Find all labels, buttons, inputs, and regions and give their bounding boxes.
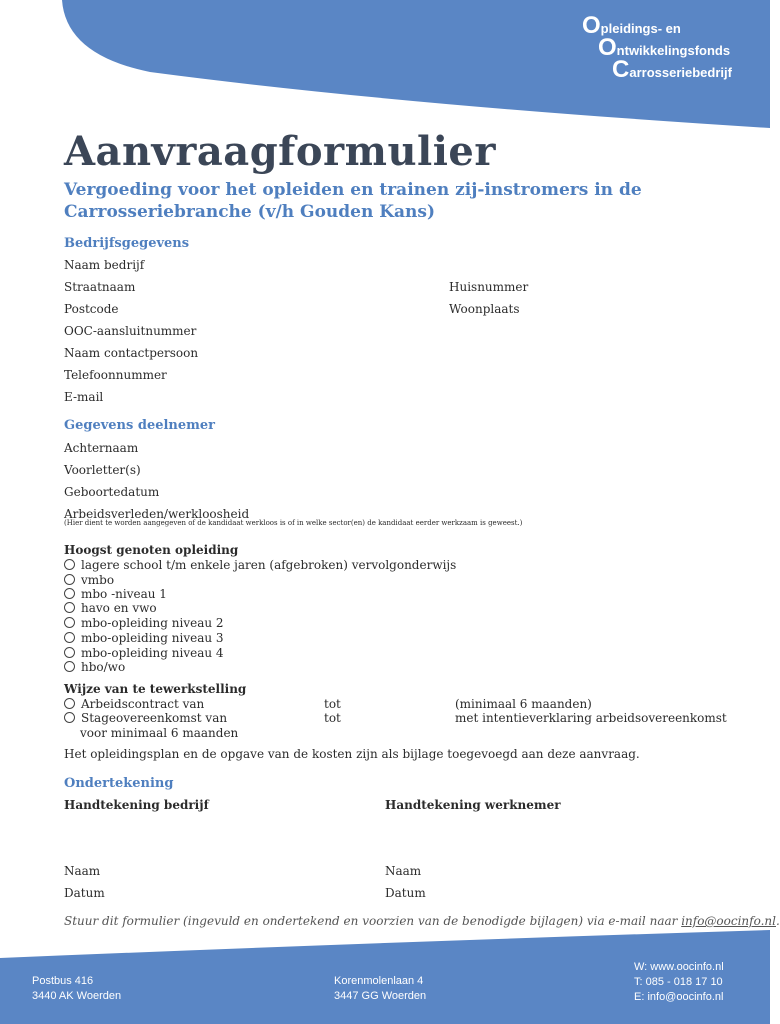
signer-name-left[interactable]: Naam: [64, 864, 101, 878]
dob-field[interactable]: Geboortedatum: [64, 485, 160, 499]
history-field[interactable]: Arbeidsverleden/werkloosheid: [64, 507, 250, 521]
footer-visit-address: Korenmolenlaan 4 3447 GG Woerden: [334, 975, 427, 1002]
education-option[interactable]: lagere school t/m enkele jaren (afgebroken) vervolgonderwijs: [64, 558, 456, 573]
education-option[interactable]: havo en vwo: [64, 601, 157, 616]
footer-phone: T: 085 - 018 17 10: [634, 976, 723, 988]
internship-option[interactable]: Stageovereenkomst van: [64, 711, 227, 726]
company-section-heading: Bedrijfsgegevens: [64, 236, 190, 251]
signing-section-heading: Ondertekening: [64, 776, 174, 791]
logo-line-2: Ontwikkelingsfonds: [598, 34, 731, 61]
radio-icon[interactable]: [64, 698, 75, 709]
radio-icon[interactable]: [64, 661, 75, 672]
employment-heading: Wijze van te tewerkstelling: [64, 682, 247, 696]
internship-tot-label: tot: [324, 711, 341, 725]
contract-tot-label: tot: [324, 697, 341, 711]
radio-icon[interactable]: [64, 632, 75, 643]
city-field[interactable]: Woonplaats: [449, 302, 520, 316]
footer-postal-address: Postbus 416 3440 AK Woerden: [32, 975, 122, 1002]
page-subtitle: Vergoeding voor het opleiden en trainen zij-instromers in de Carrosseriebranche (v/h Gouden Kans): [64, 180, 642, 222]
internship-note: met intentieverklaring arbeidsovereenkomst: [455, 711, 727, 725]
employee-signature-label: Handtekening werknemer: [385, 798, 561, 812]
footer-contact: [634, 960, 724, 1005]
postcode-field[interactable]: Postcode: [64, 302, 119, 316]
radio-icon[interactable]: [64, 588, 75, 599]
education-option[interactable]: vmbo: [64, 573, 114, 588]
company-signature-label: Handtekening bedrijf: [64, 798, 209, 812]
education-option[interactable]: hbo/wo: [64, 660, 125, 675]
radio-icon[interactable]: [64, 712, 75, 723]
contact-person-field[interactable]: Naam contactpersoon: [64, 346, 199, 360]
logo-line-1: Opleidings- en: [582, 12, 681, 39]
radio-icon[interactable]: [64, 559, 75, 570]
page-title: Aanvraagformulier: [64, 128, 496, 175]
footer-email[interactable]: E: info@oocinfo.nl: [634, 991, 724, 1003]
initials-field[interactable]: Voorletter(s): [64, 463, 141, 477]
education-option[interactable]: mbo-opleiding niveau 2: [64, 616, 224, 631]
contract-option[interactable]: Arbeidscontract van: [64, 697, 204, 712]
signer-name-right[interactable]: Naam: [385, 864, 422, 878]
sign-date-right[interactable]: Datum: [385, 886, 426, 900]
contract-note: (minimaal 6 maanden): [455, 697, 592, 711]
sign-date-left[interactable]: Datum: [64, 886, 105, 900]
house-number-field[interactable]: Huisnummer: [449, 280, 529, 294]
ooc-number-field[interactable]: OOC-aansluitnummer: [64, 324, 197, 338]
last-name-field[interactable]: Achternaam: [64, 441, 139, 455]
history-note: (Hier dient te worden aangegeven of de kandidaat werkloos is of in welke sector(en) de kandidaat eerder werkzaam is geweest.): [64, 519, 523, 527]
education-heading: Hoogst genoten opleiding: [64, 543, 239, 557]
email-link[interactable]: info@oocinfo.nl: [681, 914, 776, 928]
internship-note-line2: voor minimaal 6 maanden: [80, 726, 239, 740]
radio-icon[interactable]: [64, 602, 75, 613]
attachment-text: Het opleidingsplan en de opgave van de kosten zijn als bijlage toegevoegd aan deze aanvraag.: [64, 747, 640, 761]
send-instruction: Stuur dit formulier (ingevuld en ondertekend en voorzien van de benodigde bijlagen) via e-mail naar info@oocinfo.nl.: [64, 914, 780, 928]
radio-icon[interactable]: [64, 617, 75, 628]
phone-field[interactable]: Telefoonnummer: [64, 368, 167, 382]
radio-icon[interactable]: [64, 647, 75, 658]
education-option[interactable]: mbo-opleiding niveau 3: [64, 631, 224, 646]
street-field[interactable]: Straatnaam: [64, 280, 136, 294]
participant-section-heading: Gegevens deelnemer: [64, 418, 216, 433]
radio-icon[interactable]: [64, 574, 75, 585]
education-option[interactable]: mbo -niveau 1: [64, 587, 167, 602]
logo-line-3: Carrosseriebedrijf: [612, 56, 732, 83]
email-field[interactable]: E-mail: [64, 390, 104, 404]
education-option[interactable]: mbo-opleiding niveau 4: [64, 646, 224, 661]
company-name-field[interactable]: Naam bedrijf: [64, 258, 145, 272]
footer-website[interactable]: W: www.oocinfo.nl: [634, 961, 724, 973]
